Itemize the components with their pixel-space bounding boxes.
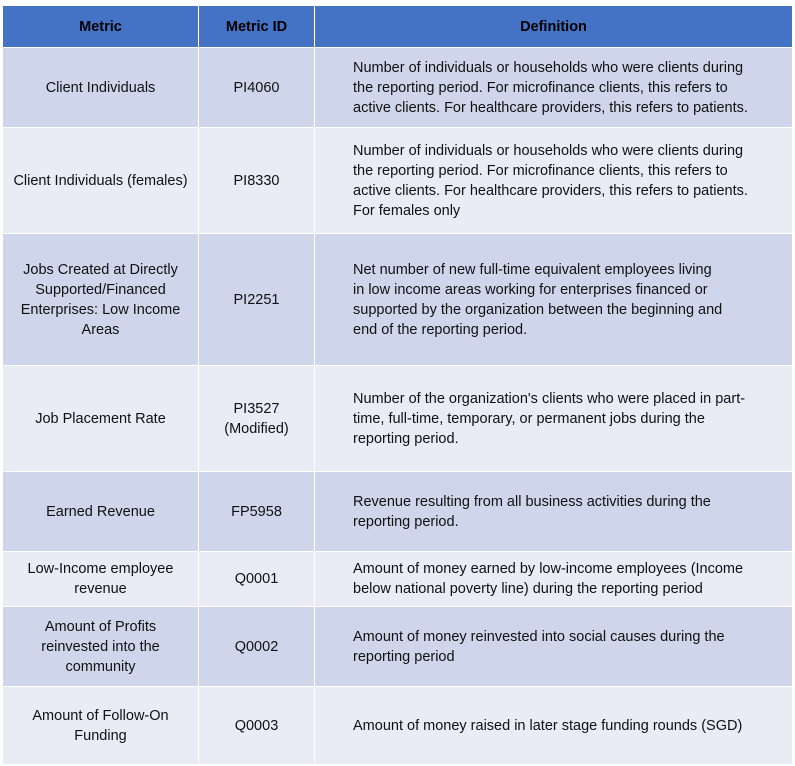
metric-cell: Client Individuals xyxy=(3,48,199,128)
definition-line: reporting period. xyxy=(353,513,459,530)
definition-line: the reporting period. For microfinance clients, this refers to xyxy=(353,79,728,96)
metric-id-cell: PI8330 xyxy=(199,128,315,234)
definition-line: reporting period. xyxy=(353,430,459,447)
metric-id-cell: Q0003 xyxy=(199,687,315,765)
metric-id-cell: FP5958 xyxy=(199,472,315,552)
table-row xyxy=(3,366,793,472)
metric-cell: Amount of Profits reinvested into the community xyxy=(3,607,199,687)
metric-id-cell: PI2251 xyxy=(199,234,315,366)
definition-cell xyxy=(315,552,793,607)
header-metric-id: Metric ID xyxy=(199,6,315,48)
table-row xyxy=(3,552,793,607)
definition-line: For females only xyxy=(353,202,461,219)
metric-cell: Job Placement Rate xyxy=(3,366,199,472)
definition-line: Amount of money raised in later stage funding rounds (SGD) xyxy=(353,717,743,734)
metric-id-cell: PI3527 (Modified) xyxy=(199,366,315,472)
table-row xyxy=(3,687,793,765)
definition-line: Revenue resulting from all business activities during the xyxy=(353,493,711,510)
definition-line: Amount of money earned by low-income employees (Income xyxy=(353,561,744,577)
definition-line: end of the reporting period. xyxy=(353,321,528,338)
header-definition: Definition xyxy=(315,6,793,48)
definition-line: supported by the organization between the beginning and xyxy=(353,301,723,318)
definition-line: reporting period xyxy=(353,648,455,665)
definition-line: Amount of money reinvested into social causes during the xyxy=(353,628,725,645)
definition-line: Number of individuals or households who were clients during xyxy=(353,59,744,76)
definition-line: Number of the organization's clients who were placed in part- xyxy=(353,390,746,407)
metric-cell: Amount of Follow-On Funding xyxy=(3,687,199,765)
metric-cell: Low-Income employee revenue xyxy=(3,552,199,607)
definition-line: Number of individuals or households who were clients during xyxy=(353,142,744,159)
definition-line: active clients. For healthcare providers, this refers to patients. xyxy=(353,99,748,116)
definition-line: the reporting period. For microfinance clients, this refers to xyxy=(353,162,728,179)
table-row xyxy=(3,234,793,366)
definition-cell xyxy=(315,128,793,234)
table-row xyxy=(3,128,793,234)
definition-cell xyxy=(315,48,793,128)
metric-cell: Jobs Created at Directly Supported/Financed Enterprises: Low Income Areas xyxy=(3,234,199,366)
metrics-table xyxy=(2,5,793,765)
definition-cell xyxy=(315,607,793,687)
definition-cell xyxy=(315,472,793,552)
definition-line: in low income areas working for enterprises financed or xyxy=(353,281,708,298)
definition-line: Net number of new full-time equivalent employees living xyxy=(353,261,712,278)
table-row xyxy=(3,48,793,128)
definition-line: time, full-time, temporary, or permanent jobs during the xyxy=(353,410,705,427)
header-metric: Metric xyxy=(3,6,199,48)
definition-cell xyxy=(315,234,793,366)
definition-cell xyxy=(315,687,793,765)
table-row xyxy=(3,607,793,687)
metric-id-cell: Q0002 xyxy=(199,607,315,687)
metric-id-cell: Q0001 xyxy=(199,552,315,607)
metric-cell: Earned Revenue xyxy=(3,472,199,552)
definition-line: below national poverty line) during the reporting period xyxy=(353,581,703,597)
metric-id-cell: PI4060 xyxy=(199,48,315,128)
metric-cell: Client Individuals (females) xyxy=(3,128,199,234)
header-row xyxy=(3,6,793,48)
definition-line: active clients. For healthcare providers, this refers to patients. xyxy=(353,182,748,199)
table-row xyxy=(3,472,793,552)
definition-cell xyxy=(315,366,793,472)
